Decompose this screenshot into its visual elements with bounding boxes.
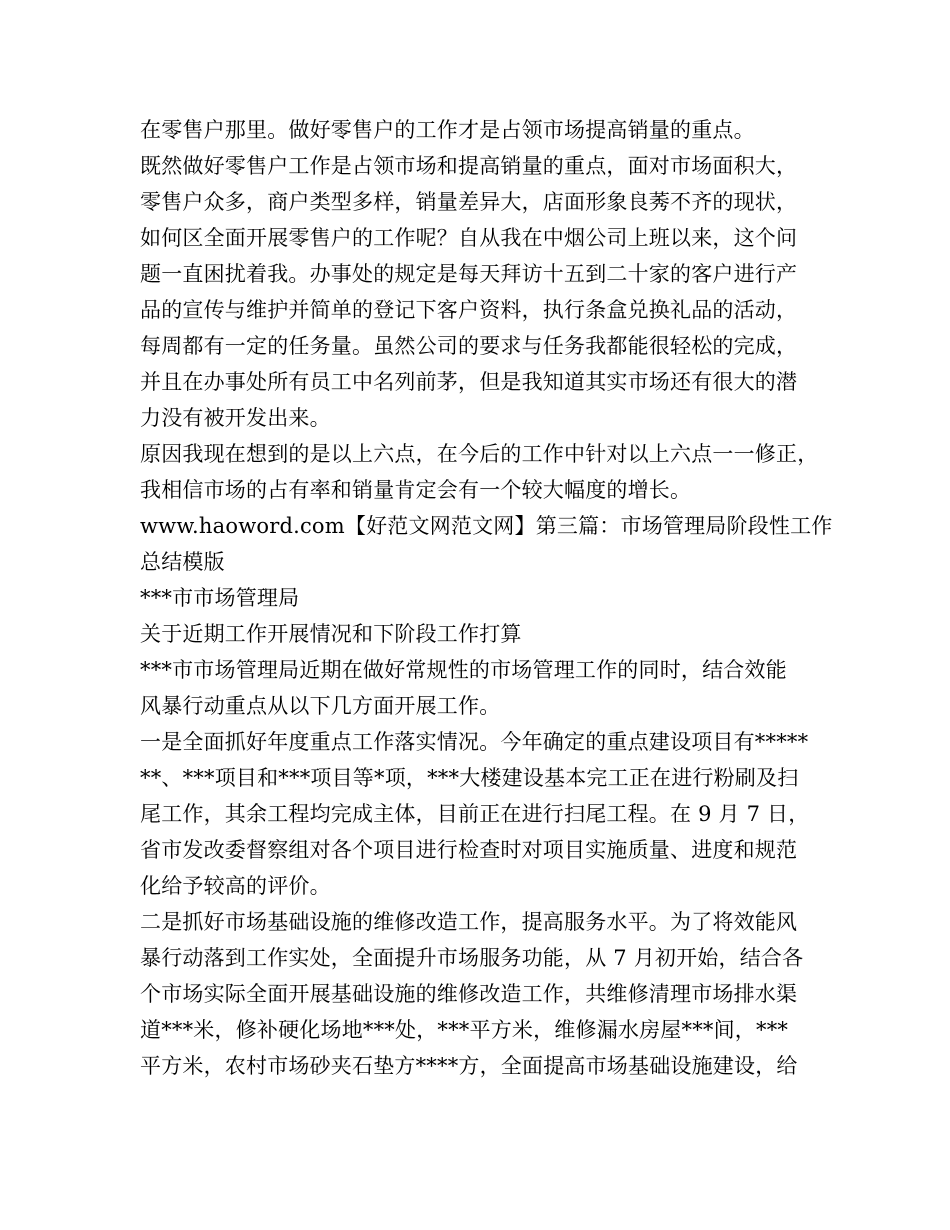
text-line: 道***米，修补硬化场地***处，***平方米，维修漏水房屋***间，*** <box>140 1018 789 1042</box>
text-line: www.haoword.com【好范文网范文网】第三篇：市场管理局阶段性工作 <box>140 514 833 538</box>
text-line: 品的宣传与维护并简单的登记下客户资料，执行条盒兑换礼品的活动， <box>140 298 798 322</box>
text-line: 风暴行动重点从以下几方面开展工作。 <box>140 694 501 718</box>
text-line: 总结模版 <box>140 550 225 574</box>
text-line: ***市市场管理局 <box>140 586 300 610</box>
text-line: 在零售户那里。做好零售户的工作才是占领市场提高销量的重点。 <box>140 118 755 142</box>
document-body <box>140 112 840 1084</box>
text-line: 尾工作，其余工程均完成主体，目前正在进行扫尾工程。在 9 月 7 日， <box>140 802 810 826</box>
text-line: 原因我现在想到的是以上六点，在今后的工作中针对以上六点一一修正， <box>140 442 819 466</box>
text-line: 题一直困扰着我。办事处的规定是每天拜访十五到二十家的客户进行产 <box>140 262 798 286</box>
text-line: 既然做好零售户工作是占领市场和提高销量的重点，面对市场面积大， <box>140 154 798 178</box>
text-line: 一是全面抓好年度重点工作落实情况。今年确定的重点建设项目有***** <box>140 730 809 754</box>
text-line: 省市发改委督察组对各个项目进行检查时对项目实施质量、进度和规范 <box>140 838 798 862</box>
text-line: 我相信市场的占有率和销量肯定会有一个较大幅度的增长。 <box>140 478 692 502</box>
text-line: 零售户众多，商户类型多样，销量差异大，店面形象良莠不齐的现状， <box>140 190 798 214</box>
text-line: 二是抓好市场基础设施的维修改造工作，提高服务水平。为了将效能风 <box>140 910 798 934</box>
text-line: **、***项目和***项目等*项，***大楼建设基本完工正在进行粉刷及扫 <box>140 766 799 790</box>
text-line: 化给予较高的评价。 <box>140 874 331 898</box>
text-line: ***市市场管理局近期在做好常规性的市场管理工作的同时，结合效能 <box>140 658 787 682</box>
text-line: 个市场实际全面开展基础设施的维修改造工作，共维修清理市场排水渠 <box>140 982 798 1006</box>
text-line: 平方米，农村市场砂夹石垫方****方，全面提高市场基础设施建设，给 <box>140 1054 798 1078</box>
text-line: 并且在办事处所有员工中名列前茅，但是我知道其实市场还有很大的潜 <box>140 370 798 394</box>
text-line: 暴行动落到工作实处，全面提升市场服务功能，从 7 月初开始，结合各 <box>140 946 804 970</box>
text-line: 力没有被开发出来。 <box>140 406 331 430</box>
text-line: 关于近期工作开展情况和下阶段工作打算 <box>140 622 522 646</box>
text-line: 每周都有一定的任务量。虽然公司的要求与任务我都能很轻松的完成， <box>140 334 798 358</box>
text-line: 如何区全面开展零售户的工作呢？自从我在中烟公司上班以来，这个问 <box>140 226 798 250</box>
